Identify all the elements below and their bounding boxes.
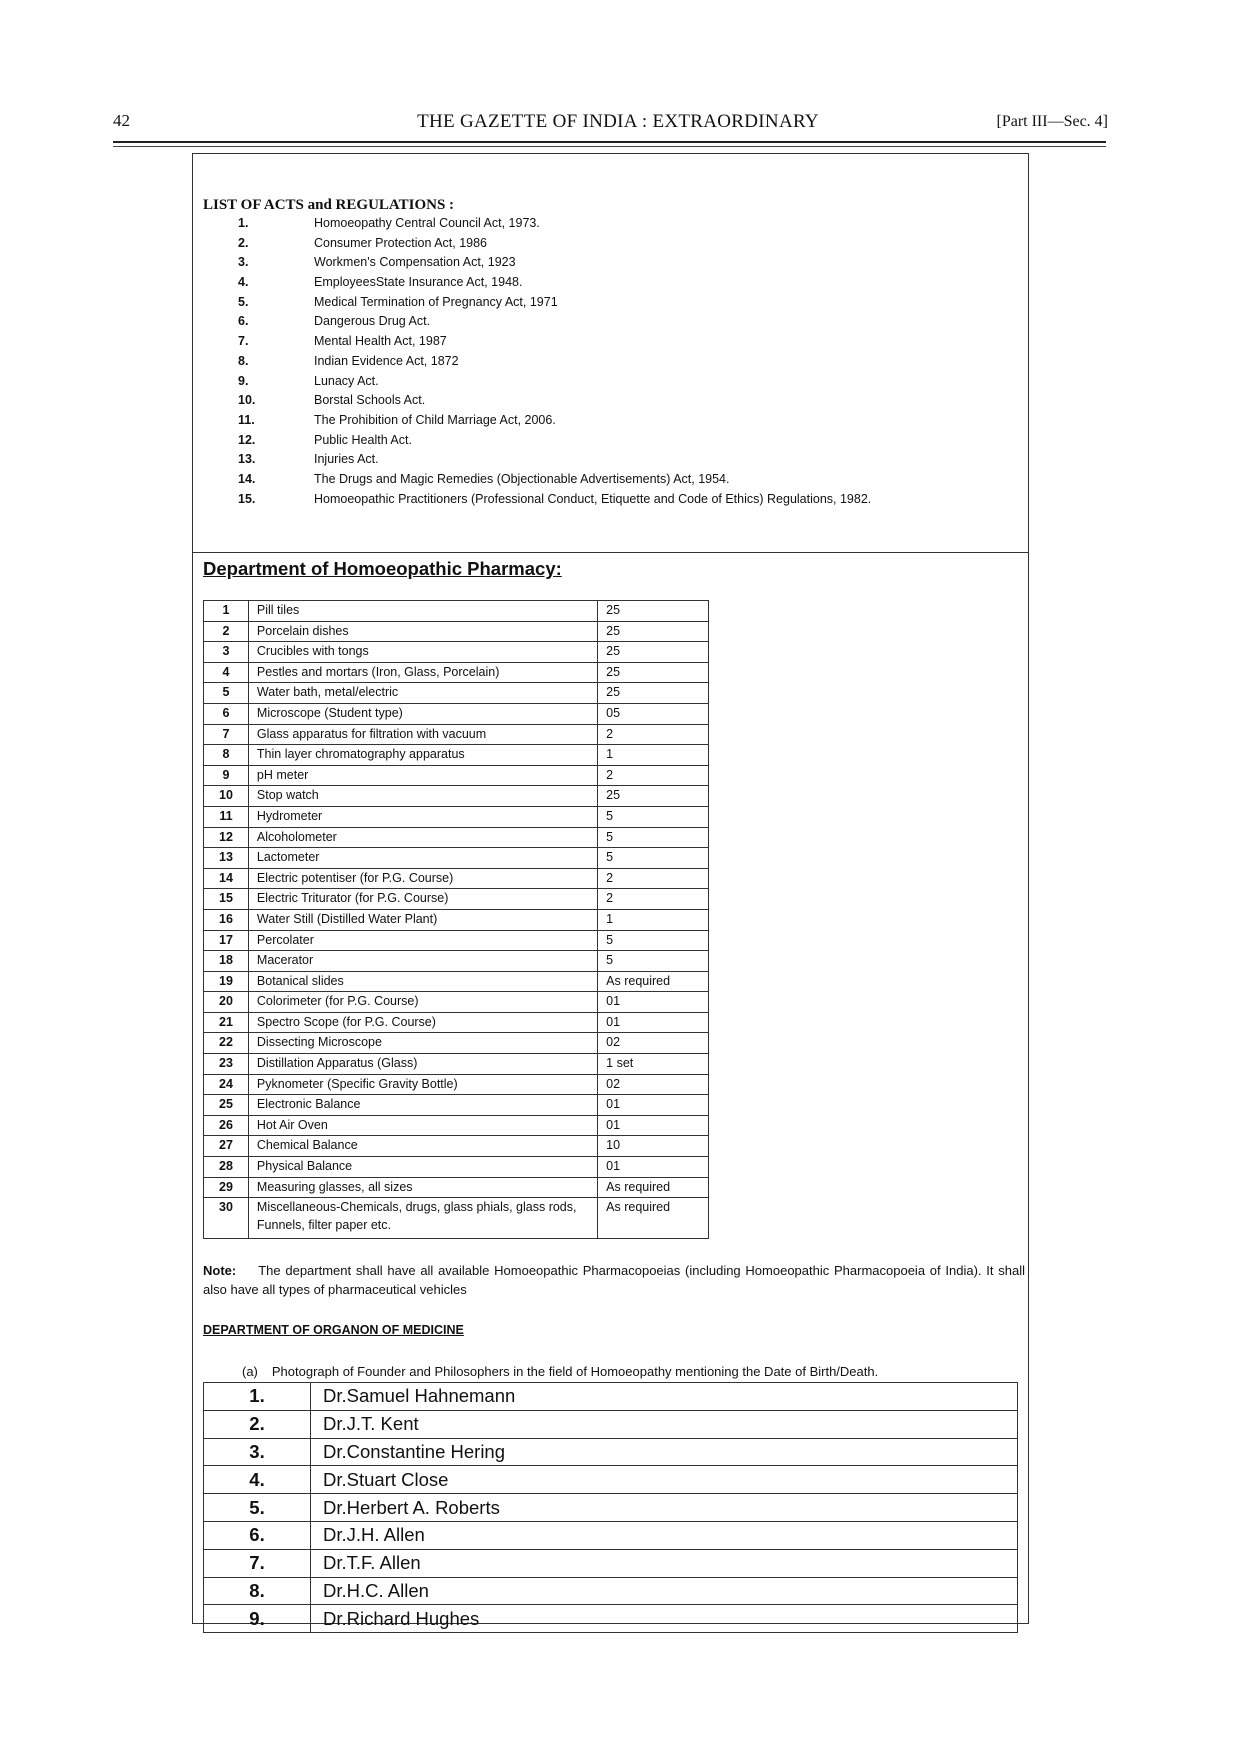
quantity-cell: As required (598, 971, 709, 992)
founder-name-cell: Dr.J.H. Allen (311, 1521, 1018, 1549)
act-item (238, 450, 1018, 470)
serial-number-cell: 17 (204, 930, 249, 951)
act-item (238, 391, 1018, 411)
serial-number-cell: 9 (204, 765, 249, 786)
quantity-cell: 1 (598, 909, 709, 930)
table-row (204, 662, 709, 683)
serial-number-cell: 21 (204, 1012, 249, 1033)
founder-name-cell: Dr.Richard Hughes (311, 1605, 1018, 1633)
founder-number-cell: 1. (204, 1383, 311, 1411)
act-title: Workmen's Compensation Act, 1923 (314, 255, 516, 270)
item-name-cell: Pestles and mortars (Iron, Glass, Porcelain) (248, 662, 597, 683)
item-name-cell: Chemical Balance (248, 1136, 597, 1157)
serial-number-cell: 15 (204, 889, 249, 910)
act-number: 5. (238, 294, 249, 309)
item-name-cell: Stop watch (248, 786, 597, 807)
part-section-label: [Part III—Sec. 4] (996, 113, 1108, 130)
page-number: 42 (113, 111, 130, 130)
act-number: 13. (238, 452, 256, 467)
act-number: 15. (238, 491, 256, 506)
act-number: 6. (238, 314, 249, 329)
table-row (204, 1095, 709, 1116)
founder-name-cell: Dr.H.C. Allen (311, 1577, 1018, 1605)
table-row (204, 724, 709, 745)
serial-number-cell: 7 (204, 724, 249, 745)
item-name-cell: Hot Air Oven (248, 1115, 597, 1136)
quantity-cell: 05 (598, 703, 709, 724)
act-item (238, 332, 1018, 352)
table-row (204, 1177, 709, 1198)
item-name-cell: Macerator (248, 951, 597, 972)
table-row (204, 1466, 1018, 1494)
quantity-cell: 01 (598, 992, 709, 1013)
founder-name-cell: Dr.Stuart Close (311, 1466, 1018, 1494)
table-row (204, 1115, 709, 1136)
quantity-cell: 5 (598, 951, 709, 972)
quantity-cell: 02 (598, 1033, 709, 1054)
quantity-cell: 2 (598, 889, 709, 910)
act-title: The Drugs and Magic Remedies (Objectionable Advertisements) Act, 1954. (314, 471, 730, 486)
serial-number-cell: 2 (204, 621, 249, 642)
quantity-cell: 25 (598, 601, 709, 622)
table-row (204, 1438, 1018, 1466)
act-item (238, 273, 1018, 293)
item-name-cell: Dissecting Microscope (248, 1033, 597, 1054)
table-row (204, 745, 709, 766)
item-name-cell: Physical Balance (248, 1157, 597, 1178)
table-row (204, 1605, 1018, 1633)
item-name-cell: Glass apparatus for filtration with vacuum (248, 724, 597, 745)
act-item (238, 431, 1018, 451)
act-title: Mental Health Act, 1987 (314, 334, 447, 349)
header-rule-thin (113, 146, 1106, 147)
serial-number-cell: 18 (204, 951, 249, 972)
serial-number-cell: 25 (204, 1095, 249, 1116)
serial-number-cell: 3 (204, 642, 249, 663)
founder-number-cell: 5. (204, 1494, 311, 1522)
item-name-cell: Pyknometer (Specific Gravity Bottle) (248, 1074, 597, 1095)
quantity-cell: As required (598, 1177, 709, 1198)
serial-number-cell: 6 (204, 703, 249, 724)
item-name-cell: Miscellaneous-Chemicals, drugs, glass phials, glass rods, Funnels, filter paper etc. (248, 1198, 597, 1239)
table-row (204, 806, 709, 827)
item-name-cell: Distillation Apparatus (Glass) (248, 1054, 597, 1075)
act-number: 10. (238, 393, 256, 408)
table-row (204, 765, 709, 786)
founder-name-cell: Dr.Herbert A. Roberts (311, 1494, 1018, 1522)
act-number: 9. (238, 373, 249, 388)
item-name-cell: Electric potentiser (for P.G. Course) (248, 868, 597, 889)
table-row (204, 642, 709, 663)
act-item (238, 470, 1018, 490)
serial-number-cell: 16 (204, 909, 249, 930)
act-number: 2. (238, 235, 249, 250)
act-item (238, 312, 1018, 332)
table-row (204, 1136, 709, 1157)
pharmacy-heading: Department of Homoeopathic Pharmacy: (203, 558, 562, 579)
table-row (204, 1383, 1018, 1411)
act-item (238, 352, 1018, 372)
act-title: Borstal Schools Act. (314, 393, 426, 408)
serial-number-cell: 12 (204, 827, 249, 848)
serial-number-cell: 29 (204, 1177, 249, 1198)
table-row (204, 683, 709, 704)
table-row (204, 1033, 709, 1054)
founder-number-cell: 2. (204, 1410, 311, 1438)
serial-number-cell: 4 (204, 662, 249, 683)
act-item (238, 293, 1018, 313)
table-row (204, 951, 709, 972)
act-title: Injuries Act. (314, 452, 379, 467)
founder-number-cell: 7. (204, 1549, 311, 1577)
table-row (204, 827, 709, 848)
item-name-cell: Crucibles with tongs (248, 642, 597, 663)
serial-number-cell: 19 (204, 971, 249, 992)
quantity-cell: 2 (598, 868, 709, 889)
act-title: Consumer Protection Act, 1986 (314, 235, 488, 250)
serial-number-cell: 27 (204, 1136, 249, 1157)
table-row (204, 1198, 709, 1239)
item-name-cell: Water Still (Distilled Water Plant) (248, 909, 597, 930)
table-row (204, 1074, 709, 1095)
item-name-cell: Hydrometer (248, 806, 597, 827)
table-row (204, 1054, 709, 1075)
item-name-cell: Electronic Balance (248, 1095, 597, 1116)
item-name-cell: pH meter (248, 765, 597, 786)
quantity-cell: As required (598, 1198, 709, 1239)
founder-number-cell: 4. (204, 1466, 311, 1494)
photo-caption (242, 1364, 878, 1379)
table-row (204, 1577, 1018, 1605)
act-title: EmployeesState Insurance Act, 1948. (314, 275, 523, 290)
quantity-cell: 1 (598, 745, 709, 766)
item-name-cell: Pill tiles (248, 601, 597, 622)
quantity-cell: 25 (598, 786, 709, 807)
item-name-cell: Thin layer chromatography apparatus (248, 745, 597, 766)
quantity-cell: 25 (598, 621, 709, 642)
table-row (204, 868, 709, 889)
table-row (204, 1521, 1018, 1549)
act-title: Medical Termination of Pregnancy Act, 1971 (314, 294, 558, 309)
act-item (238, 490, 1018, 510)
pharmacy-note (203, 1261, 1025, 1299)
serial-number-cell: 28 (204, 1157, 249, 1178)
act-number: 1. (238, 216, 249, 230)
serial-number-cell: 24 (204, 1074, 249, 1095)
item-name-cell: Percolater (248, 930, 597, 951)
table-row (204, 889, 709, 910)
act-title: Homoeopathy Central Council Act, 1973. (314, 216, 540, 230)
serial-number-cell: 13 (204, 848, 249, 869)
act-title: Public Health Act. (314, 432, 412, 447)
founder-name-cell: Dr.J.T. Kent (311, 1410, 1018, 1438)
table-row (204, 909, 709, 930)
act-title: The Prohibition of Child Marriage Act, 2006. (314, 412, 556, 427)
serial-number-cell: 22 (204, 1033, 249, 1054)
quantity-cell: 25 (598, 683, 709, 704)
serial-number-cell: 5 (204, 683, 249, 704)
quantity-cell: 5 (598, 930, 709, 951)
serial-number-cell: 1 (204, 601, 249, 622)
quantity-cell: 02 (598, 1074, 709, 1095)
serial-number-cell: 10 (204, 786, 249, 807)
table-row (204, 971, 709, 992)
act-item (238, 372, 1018, 392)
founder-number-cell: 9. (204, 1605, 311, 1633)
table-row (204, 601, 709, 622)
caption-label: (a) (242, 1364, 258, 1379)
item-name-cell: Electric Triturator (for P.G. Course) (248, 889, 597, 910)
caption-text: Photograph of Founder and Philosophers in the field of Homoeopathy mentioning the Date of Birth/Death. (271, 1364, 879, 1379)
quantity-cell: 01 (598, 1157, 709, 1178)
quantity-cell: 01 (598, 1115, 709, 1136)
quantity-cell: 2 (598, 765, 709, 786)
item-name-cell: Lactometer (248, 848, 597, 869)
act-item (238, 411, 1018, 431)
note-label: Note: (203, 1263, 237, 1278)
acts-list (238, 214, 1018, 509)
table-row (204, 1157, 709, 1178)
act-title: Indian Evidence Act, 1872 (314, 353, 459, 368)
act-number: 12. (238, 432, 256, 447)
item-name-cell: Spectro Scope (for P.G. Course) (248, 1012, 597, 1033)
gazette-title: THE GAZETTE OF INDIA : EXTRAORDINARY (417, 111, 819, 132)
item-name-cell: Measuring glasses, all sizes (248, 1177, 597, 1198)
act-item (238, 234, 1018, 254)
table-row (204, 1012, 709, 1033)
quantity-cell: 2 (598, 724, 709, 745)
header-rule (113, 141, 1106, 143)
quantity-cell: 5 (598, 806, 709, 827)
founder-name-cell: Dr.Samuel Hahnemann (311, 1383, 1018, 1411)
act-number: 4. (238, 275, 249, 290)
organon-heading: DEPARTMENT OF ORGANON OF MEDICINE (203, 1323, 464, 1337)
quantity-cell: 25 (598, 662, 709, 683)
section-divider (192, 552, 1029, 553)
act-title: Lunacy Act. (314, 373, 379, 388)
table-row (204, 930, 709, 951)
item-name-cell: Botanical slides (248, 971, 597, 992)
act-item (238, 214, 1018, 234)
founders-table (203, 1382, 1018, 1633)
quantity-cell: 25 (598, 642, 709, 663)
table-row (204, 1410, 1018, 1438)
serial-number-cell: 11 (204, 806, 249, 827)
serial-number-cell: 14 (204, 868, 249, 889)
serial-number-cell: 8 (204, 745, 249, 766)
pharmacy-equipment-table (203, 600, 709, 1239)
act-number: 3. (238, 255, 249, 270)
quantity-cell: 01 (598, 1012, 709, 1033)
serial-number-cell: 26 (204, 1115, 249, 1136)
note-text: The department shall have all available Homoeopathic Pharmacopoeias (including Homoeopathic Pharmacopoeia of India). It shall also have all types of pharmaceutical vehicles (203, 1263, 1025, 1297)
item-name-cell: Porcelain dishes (248, 621, 597, 642)
table-row (204, 786, 709, 807)
quantity-cell: 5 (598, 848, 709, 869)
founder-name-cell: Dr.Constantine Hering (311, 1438, 1018, 1466)
table-row (204, 1549, 1018, 1577)
act-title: Dangerous Drug Act. (314, 314, 431, 329)
act-number: 14. (238, 471, 256, 486)
item-name-cell: Water bath, metal/electric (248, 683, 597, 704)
item-name-cell: Microscope (Student type) (248, 703, 597, 724)
act-number: 8. (238, 353, 249, 368)
serial-number-cell: 23 (204, 1054, 249, 1075)
quantity-cell: 1 set (598, 1054, 709, 1075)
quantity-cell: 01 (598, 1095, 709, 1116)
act-title: Homoeopathic Practitioners (Professional Conduct, Etiquette and Code of Ethics) Regulations, 1982. (314, 491, 872, 506)
table-row (204, 703, 709, 724)
serial-number-cell: 30 (204, 1198, 249, 1239)
founder-number-cell: 6. (204, 1521, 311, 1549)
quantity-cell: 5 (598, 827, 709, 848)
act-number: 7. (238, 334, 249, 349)
table-row (204, 1494, 1018, 1522)
acts-heading: LIST OF ACTS and REGULATIONS : (203, 197, 455, 213)
item-name-cell: Colorimeter (for P.G. Course) (248, 992, 597, 1013)
founder-name-cell: Dr.T.F. Allen (311, 1549, 1018, 1577)
table-row (204, 621, 709, 642)
table-row (204, 848, 709, 869)
table-row (204, 992, 709, 1013)
founder-number-cell: 8. (204, 1577, 311, 1605)
act-item (238, 253, 1018, 273)
act-number: 11. (238, 412, 255, 427)
item-name-cell: Alcoholometer (248, 827, 597, 848)
serial-number-cell: 20 (204, 992, 249, 1013)
founder-number-cell: 3. (204, 1438, 311, 1466)
quantity-cell: 10 (598, 1136, 709, 1157)
